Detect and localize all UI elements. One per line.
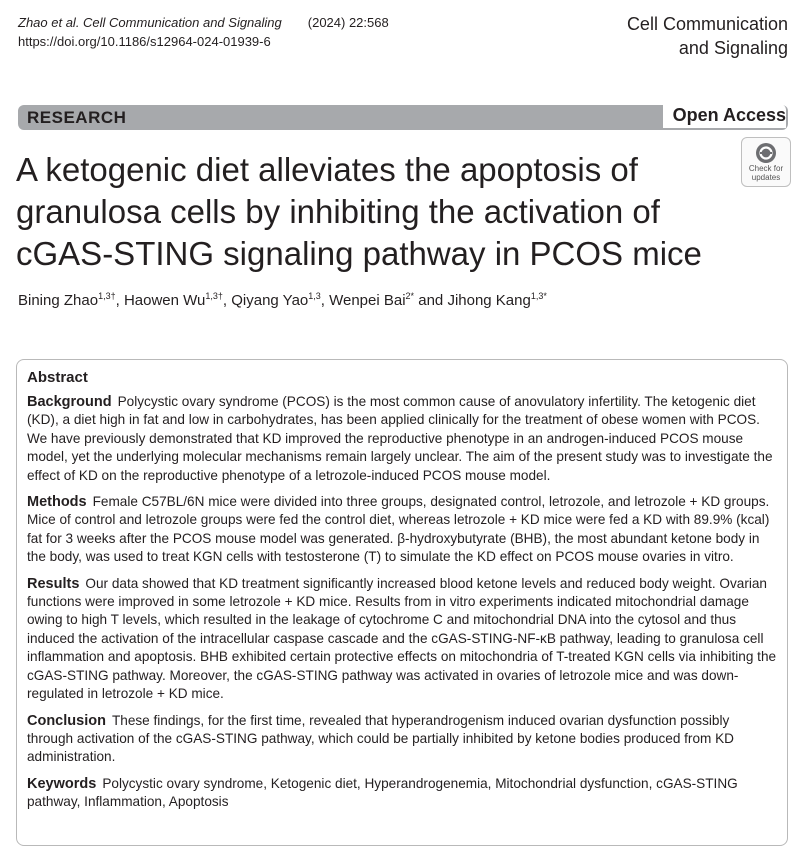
author-separator: , xyxy=(222,292,232,309)
author-name: Jihong Kang xyxy=(447,292,531,309)
article-type-banner xyxy=(18,105,788,130)
author-affiliation-sup: 2* xyxy=(405,291,415,301)
conclusion-text: These findings, for the first time, revealed that hyperandrogenism induced ovarian dysfunction possibly through activation of the cGAS-STING pathway, which could be partially inhibited by ketone bodies produced from KD administration. xyxy=(27,712,735,765)
author-affiliation-sup: 1,3† xyxy=(98,291,116,301)
citation-line xyxy=(18,13,389,32)
abstract-keywords xyxy=(27,775,777,812)
author-name: Haowen Wu xyxy=(123,292,206,309)
citation-year: (2024) 22:568 xyxy=(307,15,389,30)
background-text: Polycystic ovary syndrome (PCOS) is the most common cause of anovulatory infertility. The ketogenic diet (KD), a diet high in fat and low in carbohydrates, has been applied clinically for the treatment of obese women with PCOS. We have previously demonstrated that KD improved the reproductive phenotype in an androgen-induced PCOS mouse model, yet the underlying molecular mechanisms remain largely unclear. The aim of the present study was to investigate the effect of KD on the reproductive phenotype of a letrozole-induced PCOS mouse model. xyxy=(27,394,773,483)
abstract-conclusion xyxy=(27,712,777,767)
doi-link[interactable]: https://doi.org/10.1186/s12964-024-01939-6 xyxy=(18,34,271,49)
journal-name xyxy=(627,12,788,60)
author[interactable] xyxy=(447,292,546,309)
journal-name-line2: and Signaling xyxy=(678,38,788,58)
author[interactable] xyxy=(18,292,116,309)
journal-name-line1: Cell Communication xyxy=(626,14,788,34)
abstract-heading: Abstract xyxy=(27,369,88,386)
author-separator: and xyxy=(414,292,448,309)
abstract-box xyxy=(16,359,788,846)
methods-label: Methods xyxy=(27,494,87,511)
background-label: Background xyxy=(27,394,112,410)
author-affiliation-sup: 1,3* xyxy=(530,291,547,301)
author-affiliation-sup: 1,3 xyxy=(308,291,321,301)
check-updates-icon xyxy=(755,142,777,164)
running-header xyxy=(18,13,389,51)
author-name: Wenpei Bai xyxy=(329,292,406,309)
article-title: A ketogenic diet alleviates the apoptosis of granulosa cells by inhibiting the activation of cGAS-STING signaling pathway in PCOS mice xyxy=(16,151,702,272)
citation-text: Zhao et al. Cell Communication and Signaling xyxy=(18,15,282,30)
check-updates-line2: updates xyxy=(751,173,781,182)
abstract-methods xyxy=(27,493,777,567)
abstract-background xyxy=(27,393,777,485)
results-label: Results xyxy=(27,575,80,592)
author-affiliation-sup: 1,3† xyxy=(205,291,223,301)
check-updates-line1: Check for xyxy=(748,164,784,173)
author-list xyxy=(18,291,547,309)
article-type-label: RESEARCH xyxy=(27,108,127,127)
conclusion-label: Conclusion xyxy=(27,712,106,729)
keywords-text: Polycystic ovary syndrome, Ketogenic diet, Hyperandrogenemia, Mitochondrial dysfunction, cGAS-STING pathway, Inflammation, Apoptosis xyxy=(27,775,738,810)
author[interactable] xyxy=(329,292,414,309)
methods-text: Female C57BL/6N mice were divided into three groups, designated control, letrozole, and letrozole + KD groups. Mice of control and letrozole groups were fed the control diet, whereas letrozole + KD mice were fed a KD with 89.9% (kcal) fat for 3 weeks after the PCOS mouse model was generated. β-hydroxybutyrate (BHB), the most abundant ketone body in the body, was used to treat KGN cells with testosterone (T) to simulate the KD effect on PCOS mouse ovaries in vitro. xyxy=(27,494,770,565)
keywords-label: Keywords xyxy=(27,775,97,792)
open-access-label: Open Access xyxy=(663,104,786,128)
abstract-results xyxy=(27,575,777,704)
author-name: Bining Zhao xyxy=(18,292,99,309)
author[interactable] xyxy=(124,292,223,309)
author-separator: , xyxy=(320,292,330,309)
results-text: Our data showed that KD treatment significantly increased blood ketone levels and reduced body weight. Ovarian functions were improved in some letrozole + KD mice. Results from in vitro experiments indicated mitochondrial damage owing to high T levels, which resulted in the leakage of cytochrome C and mitochondrial DNA into the cytosol and thus induced the activation of the intracellular caspase cascade and the cGAS-STING-NF-κB pathway, leading to granulosa cell inflammation and apoptosis. BHB exhibited certain protective effects on mitochondria of T-treated KGN cells via inhibiting the cGAS-STING pathway. Moreover, the cGAS-STING pathway was activated in ovaries of letrozole mice and was down-regulated in letrozole + KD mice. xyxy=(27,575,777,702)
author-separator: , xyxy=(115,292,124,309)
author[interactable] xyxy=(231,292,321,309)
author-name: Qiyang Yao xyxy=(231,292,309,309)
